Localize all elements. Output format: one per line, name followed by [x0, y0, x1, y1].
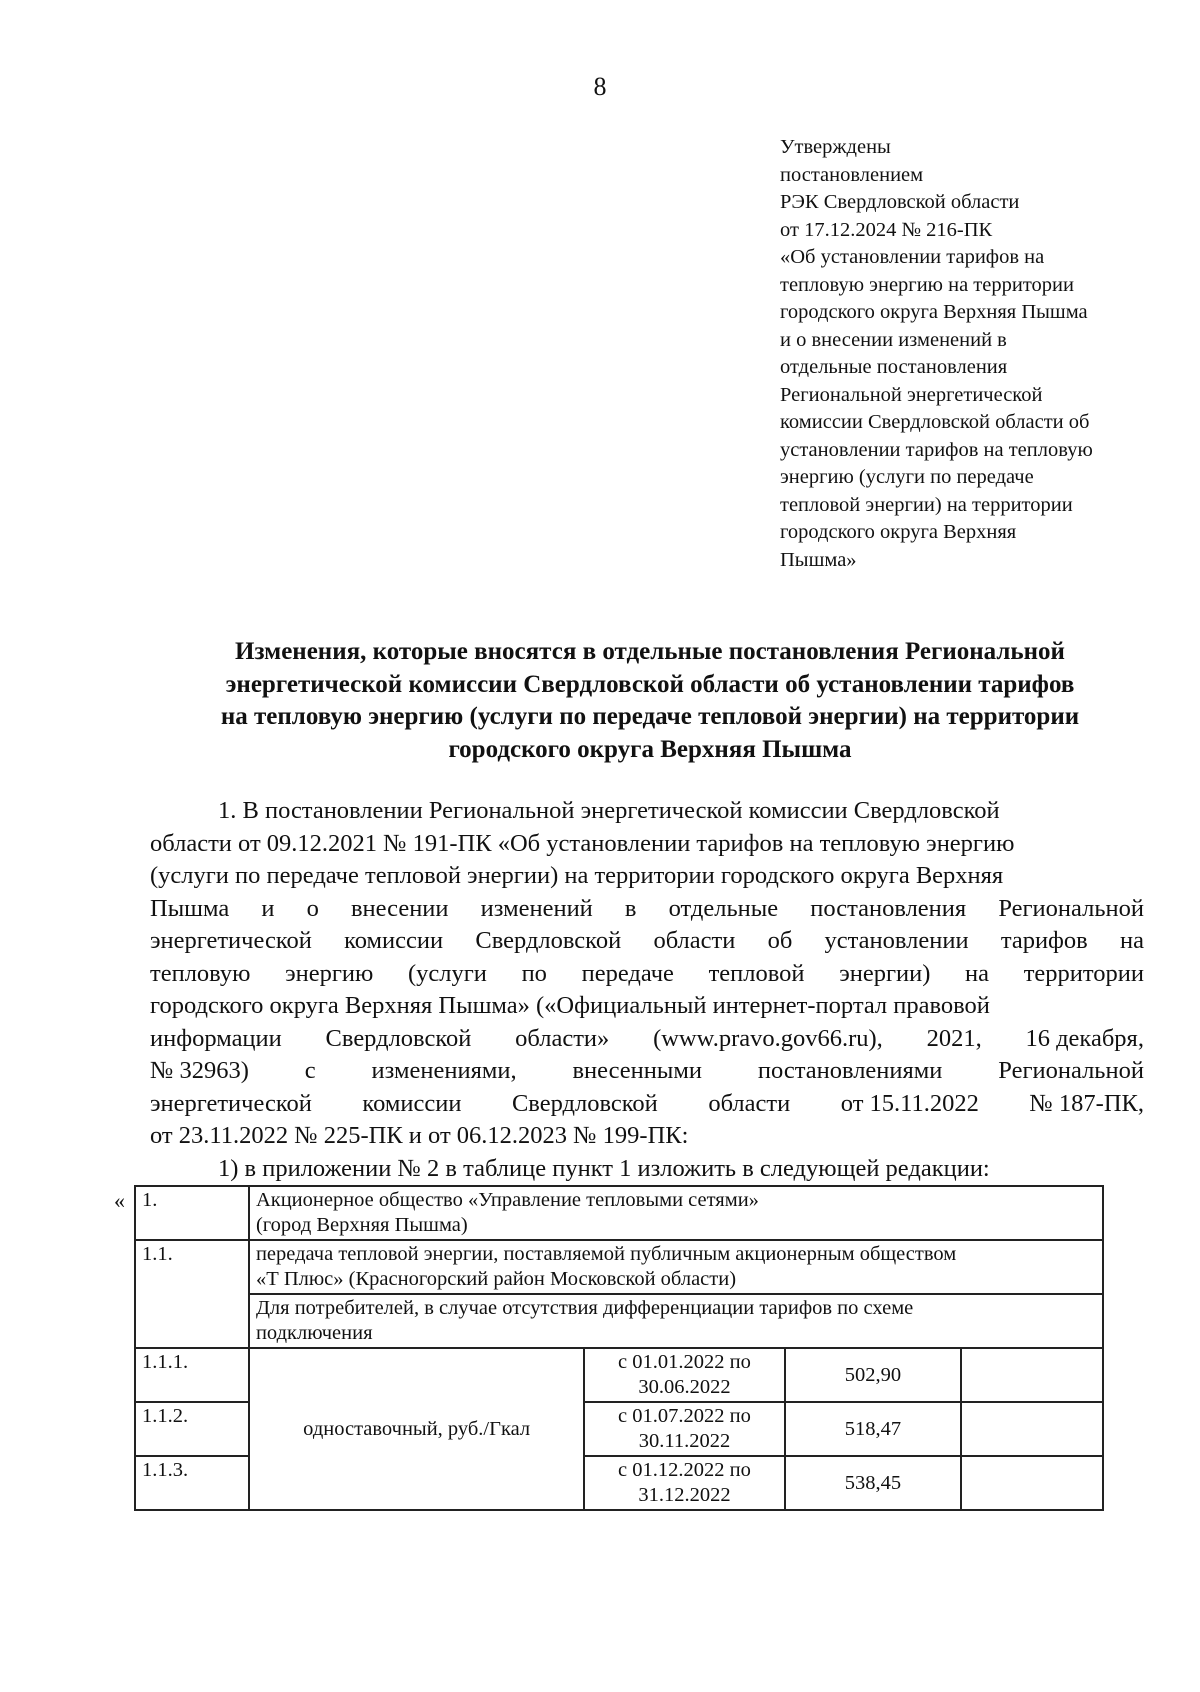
cell-text: (город Верхняя Пышма) [255, 1214, 468, 1236]
body-word: тепловую [150, 959, 251, 987]
cell-text: 518,47 [844, 1417, 902, 1440]
cell-text: передача тепловой энергии, поставляемой публичным акционерным обществом [255, 1243, 957, 1265]
body-word: установлении [824, 927, 969, 954]
body-word: тепловой [708, 959, 805, 987]
body-word: Свердловской [511, 1089, 658, 1117]
body-line [150, 828, 1144, 861]
table-cell-period [584, 1456, 784, 1510]
body-word: в [624, 894, 637, 922]
body-word: о [306, 894, 319, 922]
body-word: изменениями, [371, 1057, 517, 1084]
body-word: 1) в приложении № 2 в таблице пункт 1 изложить в следующей редакции: [218, 1154, 990, 1182]
table-cell-value [785, 1456, 962, 1510]
body-word: энергетической [150, 1089, 312, 1117]
cell-text: 31.12.2022 [638, 1484, 731, 1506]
body-word: (услуги [407, 959, 487, 987]
table-open-quote: « [114, 1188, 125, 1213]
table-row [135, 1294, 1103, 1348]
body-word: № 32963) [150, 1057, 249, 1084]
cell-text: 502,90 [844, 1363, 902, 1386]
body-word: Пышма [150, 894, 230, 922]
table-cell-empty [961, 1456, 1103, 1510]
table-cell-num [135, 1240, 249, 1348]
body-word: изменений [480, 894, 593, 922]
body-word: области [653, 927, 736, 954]
body-word: на [1119, 927, 1144, 954]
cell-text: с 01.12.2022 по [618, 1459, 751, 1481]
table-cell-value [785, 1348, 962, 1402]
cell-text: 1.1. [142, 1243, 173, 1265]
cell-text: 30.06.2022 [638, 1376, 731, 1398]
body-word: энергию [285, 959, 374, 987]
body-word: городского округа Верхняя Пышма» («Официальный интернет-портал правовой [150, 992, 990, 1019]
approval-line: комиссии Свердловской области об [780, 411, 1090, 433]
cell-text: 1.1.1. [142, 1351, 189, 1373]
cell-text: 30.11.2022 [638, 1430, 731, 1452]
body-line [150, 1088, 1144, 1121]
body-word: Региональной [998, 894, 1144, 922]
body-word: 1. В постановлении Региональной энергетической комиссии Свердловской [218, 797, 1000, 824]
body-word: по [521, 959, 547, 987]
body-word: комиссии [344, 927, 444, 954]
approval-line: городского округа Верхняя Пышма [780, 301, 1088, 323]
cell-text: 1.1.3. [142, 1459, 189, 1481]
body-word: постановления [810, 894, 967, 922]
body-line [150, 1023, 1144, 1056]
cell-text: «Т Плюс» (Красногорский район Московской области) [255, 1268, 737, 1290]
body-paragraph [150, 795, 1144, 1185]
approval-line: и о внесении изменений в [780, 328, 1007, 351]
table-cell-num [135, 1186, 249, 1240]
body-word: информации [150, 1024, 282, 1052]
table-row [135, 1348, 1103, 1402]
body-word: на [965, 959, 990, 987]
body-word: передаче [581, 959, 674, 987]
body-word: Свердловской [475, 927, 622, 954]
body-word: внесенными [572, 1057, 702, 1084]
cell-text: 538,45 [844, 1471, 902, 1494]
body-word: от 23.11.2022 № 225-ПК и от 06.12.2023 № 199-ПК: [150, 1122, 689, 1149]
body-word: № 187-ПК, [1029, 1089, 1144, 1117]
table-cell-service [249, 1240, 1103, 1294]
table-cell-num [135, 1456, 249, 1510]
body-word: 16 декабря, [1025, 1024, 1144, 1052]
approval-line: Пышма» [780, 548, 857, 571]
body-word: Региональной [998, 1057, 1144, 1084]
body-word: (услуги по передаче тепловой энергии) на территории городского округа Верхняя [150, 862, 1004, 889]
body-word: и [261, 894, 275, 922]
body-word: территории [1023, 959, 1144, 987]
body-word: отдельные [668, 894, 779, 922]
body-word: внесении [350, 894, 449, 922]
table-row [135, 1240, 1103, 1294]
cell-text: 1. [142, 1189, 158, 1211]
body-word: энергии) [839, 959, 931, 987]
approval-line: «Об установлении тарифов на [780, 246, 1045, 268]
body-word: от 15.11.2022 [840, 1089, 979, 1117]
body-word: комиссии [362, 1089, 462, 1117]
cell-text: с 01.01.2022 по [618, 1351, 751, 1373]
body-word: области от 09.12.2021 № 191-ПК «Об установлении тарифов на тепловую энергию [150, 829, 1015, 857]
approval-line: тепловой энергии) на территории [780, 493, 1073, 516]
table-cell-num [135, 1348, 249, 1402]
approval-line: Региональной энергетической [780, 383, 1043, 406]
body-word: с [304, 1057, 316, 1084]
title-line: Изменения, которые вносятся в отдельные постановления Региональной [235, 638, 1065, 665]
approval-line: РЭК Свердловской области [780, 191, 1020, 213]
title-line: энергетической комиссии Свердловской области об установлении тарифов [225, 670, 1075, 698]
cell-text: Для потребителей, в случае отсутствия дифференциации тарифов по схеме [255, 1297, 914, 1319]
title-line: городского округа Верхняя Пышма [448, 735, 852, 763]
body-word: тарифов [1000, 927, 1088, 954]
body-word: области» [515, 1024, 610, 1052]
title-line: на тепловую энергию (услуги по передаче тепловой энергии) на территории [220, 703, 1080, 730]
approval-line: постановлением [780, 163, 924, 186]
cell-text: 1.1.2. [142, 1405, 189, 1427]
body-line [150, 1120, 1144, 1153]
table-cell-rate-name [249, 1348, 584, 1510]
approval-block [780, 134, 1160, 574]
body-line [150, 893, 1144, 926]
body-word: (www.pravo.gov66.ru), [653, 1024, 883, 1052]
body-word: Свердловской [325, 1024, 472, 1052]
body-line [150, 795, 1144, 828]
document-title [100, 636, 1200, 766]
approval-line: отдельные постановления [780, 356, 1008, 378]
table-cell-num [135, 1402, 249, 1456]
body-line [150, 1153, 1144, 1186]
cell-text: подключения [255, 1322, 373, 1344]
table-cell-org [249, 1186, 1103, 1240]
body-line [150, 925, 1144, 958]
body-word: энергетической [150, 927, 312, 954]
cell-text: с 01.07.2022 по [618, 1405, 751, 1427]
cell-text: Акционерное общество «Управление тепловыми сетями» [255, 1189, 759, 1211]
body-line [150, 958, 1144, 991]
body-line [150, 990, 1144, 1023]
page-number: 8 [593, 72, 607, 101]
approval-line: от 17.12.2024 № 216-ПК [780, 218, 993, 241]
body-line [150, 1055, 1144, 1088]
tariff-table [134, 1185, 1104, 1511]
approval-line: тепловую энергию на территории [780, 273, 1074, 296]
approval-line: энергию (услуги по передаче [780, 466, 1034, 488]
table-cell-value [785, 1402, 962, 1456]
body-word: постановлениями [757, 1057, 943, 1084]
table-cell-consumers [249, 1294, 1103, 1348]
table-cell-empty [961, 1348, 1103, 1402]
body-word: области [708, 1089, 791, 1117]
cell-text: одноставочный, руб./Гкал [303, 1417, 531, 1440]
table-cell-period [584, 1402, 784, 1456]
body-word: об [767, 927, 793, 954]
approval-line: Утверждены [780, 136, 891, 158]
approval-line: установлении тарифов на тепловую [780, 438, 1093, 461]
body-line [150, 860, 1144, 893]
table-cell-period [584, 1348, 784, 1402]
approval-line: городского округа Верхняя [780, 521, 1017, 543]
table-cell-empty [961, 1402, 1103, 1456]
body-word: 2021, [926, 1024, 982, 1052]
table-row [135, 1186, 1103, 1240]
